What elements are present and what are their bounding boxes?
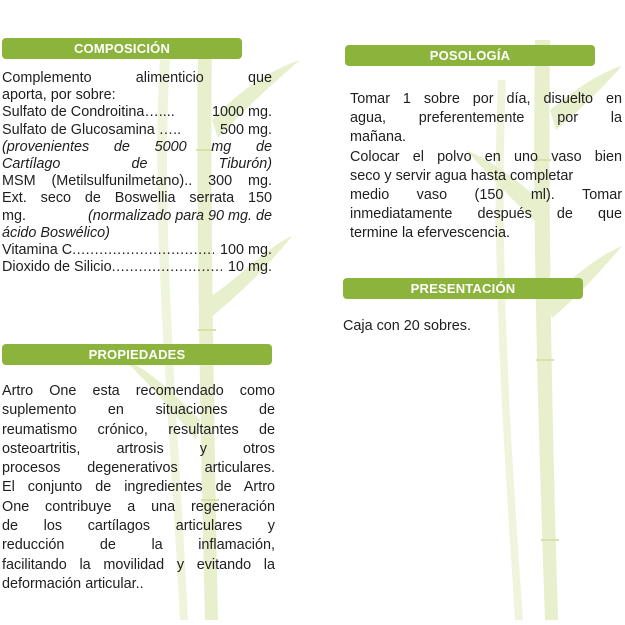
posologia-line: termine la efervescencia. (350, 225, 510, 242)
boswellia-unit: mg. (2, 207, 26, 224)
propiedades-line: osteoartritis, artrosis y otros (2, 440, 275, 457)
ingredient-amount: 1000 mg. (211, 104, 272, 121)
propiedades-line: de los cartílagos articulares y (2, 518, 275, 535)
ingredient-name: Sulfato de Condroitina (2, 104, 145, 121)
posologia-line: Tomar 1 sobre por día, disuelto en (350, 91, 622, 107)
ingredient-name: Vitamina C (2, 242, 73, 259)
posologia-line: inmediatamente después de que (350, 206, 622, 223)
propiedades-line: procesos degenerativos articulares. (2, 460, 275, 477)
propiedades-line: facilitando la movilidad y evitando la (2, 556, 275, 573)
presentacion-text: Caja con 20 sobres. (343, 318, 471, 334)
posologia-header: POSOLOGÍA (345, 45, 595, 66)
boswellia-line: Ext. seco de Boswellia serrata 150 (2, 190, 272, 207)
posologia-line: mañana. (350, 129, 407, 146)
ingredient-line (2, 104, 272, 121)
ingredient-amount: 500 mg. (220, 121, 272, 138)
vitamin-line (2, 242, 272, 259)
ingredient-amount: 100 mg. (220, 242, 272, 259)
leader-dots (72, 242, 214, 259)
ingredient-amount: 10 mg. (228, 259, 272, 276)
propiedades-line: El conjunto de ingredientes de Artro (2, 479, 275, 496)
composicion-intro-line: Complemento alimenticio que (2, 70, 272, 86)
ingredient-line (2, 122, 272, 139)
ingredient-separator: ….... (144, 104, 175, 121)
posologia-line: seco y servir agua hasta completar (350, 167, 574, 184)
composicion-header: COMPOSICIÓN (2, 38, 242, 59)
propiedades-line: suplemento en situaciones de (2, 402, 275, 419)
composicion-note: Cartílago de Tiburón) (2, 156, 272, 173)
presentacion-header: PRESENTACIÓN (343, 278, 583, 299)
propiedades-line: reumatismo crónico, resultantes de (2, 421, 275, 438)
posologia-line: agua, preferentemente por la (350, 110, 622, 127)
propiedades-line: One contribuye a una regeneración (2, 498, 275, 515)
ingredient-name: Dioxido de Silicio (2, 259, 112, 276)
posologia-line: medio vaso (150 ml). Tomar (350, 187, 622, 204)
ingredient-separator: ….. (154, 121, 182, 138)
boswellia-note: (normalizado para 90 mg. de (88, 207, 272, 224)
composicion-note: (provenientes de 5000 mg de (2, 138, 272, 155)
composicion-section (2, 70, 272, 276)
msm-line: MSM (Metilsulfunilmetano).. 300 mg. (2, 173, 272, 190)
ingredient-name: Sulfato de Glucosamina (2, 121, 155, 138)
presentacion-section (343, 318, 613, 335)
propiedades-header: PROPIEDADES (2, 344, 272, 365)
posologia-section (350, 90, 622, 244)
propiedades-line: Artro One esta recomendado como (2, 383, 275, 399)
composicion-intro-line: aporta, por sobre: (2, 87, 116, 104)
propiedades-line: reducción de la inflamación, (2, 537, 275, 554)
leader-dots (112, 259, 222, 276)
boswellia-note: ácido Boswélico) (2, 224, 110, 241)
boswellia-line (2, 208, 272, 225)
propiedades-line: deformación articular.. (2, 575, 144, 592)
propiedades-section (2, 382, 275, 594)
silicio-line (2, 259, 272, 276)
posologia-line: Colocar el polvo en uno vaso bien (350, 148, 622, 165)
